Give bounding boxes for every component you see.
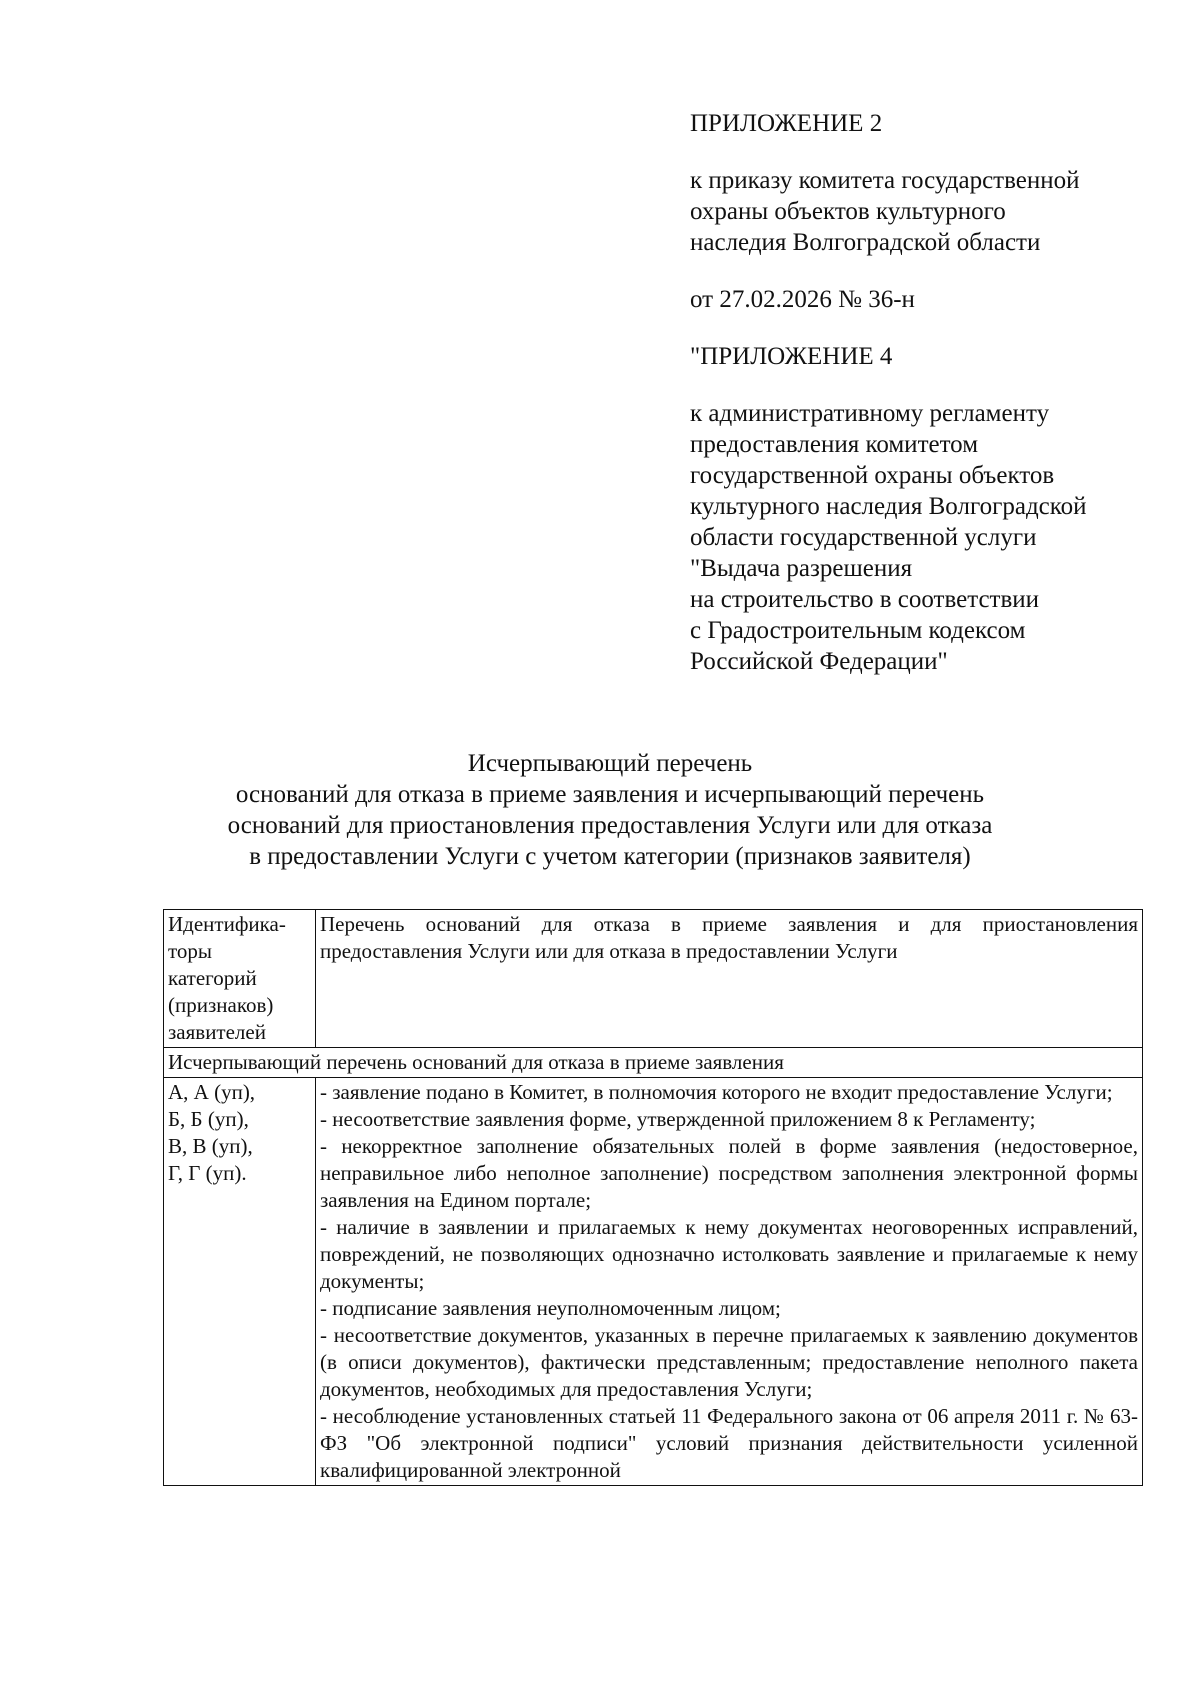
grounds-table (163, 909, 1143, 1486)
rules-row (164, 1078, 1143, 1486)
title-line-4: в предоставлении Услуги с учетом категории (признаков заявителя) (249, 843, 971, 870)
section-title: Исчерпывающий перечень оснований для отказа в приеме заявления (164, 1048, 1143, 1078)
rule-item: - несоответствие заявления форме, утвержденной приложением 8 к Регламенту; (320, 1107, 1036, 1131)
appendix4-title: "ПРИЛОЖЕНИЕ 4 (690, 343, 893, 370)
title-line-2: оснований для отказа в приеме заявления и исчерпывающий перечень (235, 781, 985, 808)
order-reference: к приказу комитета государственной охраны объектов культурного наследия Волгоградской области (690, 167, 1080, 256)
header-row (164, 910, 1143, 1048)
order-date-number: от 27.02.2026 № 36-н (690, 286, 915, 313)
rule-item: - несоответствие документов, указанных в перечне прилагаемых к заявлению документов (в описи документов), фактически представленным; предоставление неполного пакета документов, необходимых для предоставления Услуги; (320, 1323, 1138, 1401)
rules-list (316, 1078, 1143, 1486)
section-row (164, 1048, 1143, 1078)
rule-item: - подписание заявления неуполномоченным лицом; (320, 1296, 781, 1320)
rule-item: - некорректное заполнение обязательных полей в форме заявления (недостоверное, неправильное либо неполное заполнение) посредством заполнения электронной формы заявления на Едином портале; (320, 1134, 1138, 1212)
rule-item: - несоблюдение установленных статьей 11 Федерального закона от 06 апреля 2011 г. № 63-ФЗ "Об электронной подписи" условий признания действительности усиленной квалифицированной электронной (320, 1404, 1138, 1482)
header-grounds: Перечень оснований для отказа в приеме заявления и для приостановления предоставления Услуги или для отказа в предоставлении Услуги (316, 910, 1143, 1048)
rule-item: - заявление подано в Комитет, в полномочия которого не входит предоставление Услуги; (320, 1080, 1113, 1104)
document-title (150, 748, 1070, 872)
appendix-block (690, 108, 1170, 703)
category-identifiers: А, А (уп), Б, Б (уп), В, В (уп), Г, Г (уп). (164, 1078, 316, 1486)
header-categories: Идентифика- торы категорий (признаков) заявителей (164, 910, 316, 1048)
rule-item: - наличие в заявлении и прилагаемых к нему документах неоговоренных исправлений, повреждений, не позволяющих однозначно истолковать заявление и прилагаемые к нему документы; (320, 1215, 1138, 1293)
appendix-title: ПРИЛОЖЕНИЕ 2 (690, 110, 883, 137)
regulation-reference: к административному регламенту предоставления комитетом государственной охраны объектов культурного наследия Волгоградской области государственной услуги "Выдача разрешения на строительство в соответствии с Градостроительным кодексом Российской Федерации" (690, 400, 1087, 675)
title-line-3: оснований для приостановления предоставления Услуги или для отказа (227, 812, 993, 839)
title-line-1: Исчерпывающий перечень (467, 750, 753, 777)
